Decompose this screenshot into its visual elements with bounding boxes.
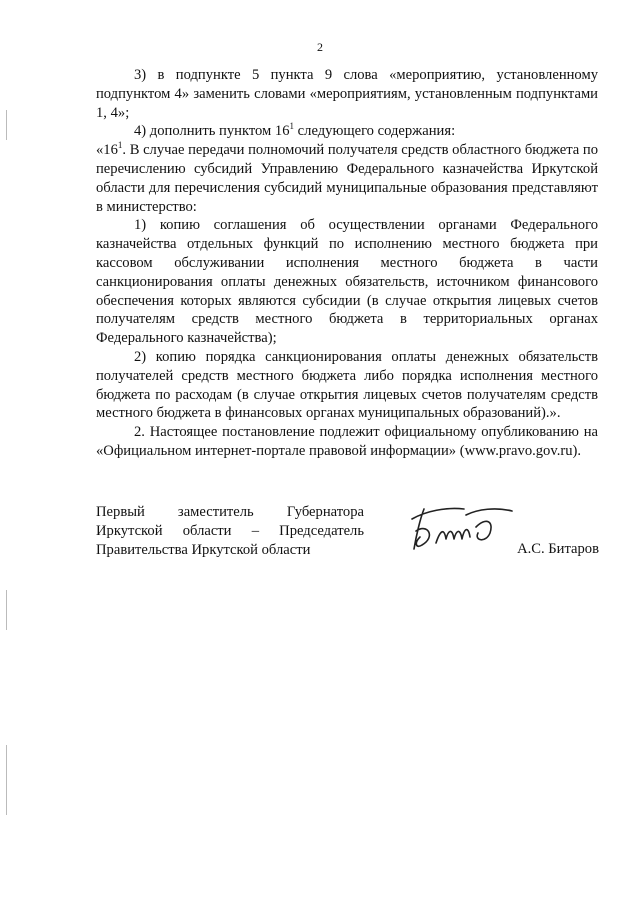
- paragraph-subitem-4: [96, 122, 598, 141]
- signature-block: [96, 503, 599, 563]
- handwritten-signature: [406, 497, 516, 557]
- paragraph-text: «16: [96, 142, 118, 159]
- document-body: [96, 66, 598, 461]
- paragraph-publication: 2. Настоящее постановление подлежит официальному опубликованию на «Официальном интернет-портале правовой информации» (www.pravo.gov.ru).: [96, 424, 598, 459]
- scan-artifact: [6, 110, 7, 140]
- page-number: 2: [317, 40, 323, 54]
- position-line: Правительства Иркутской области: [96, 541, 311, 558]
- list-item-2: 2) копию порядка санкционирования оплаты денежных обязательств получателей средств местного бюджета либо порядка исполнения местного бюджета по расходам (в случае открытия лицевых счетов получателям средств местного бюджета в финансовых органах муниципальных образований).».: [96, 348, 598, 422]
- superscript: 1: [117, 140, 123, 151]
- superscript: 1: [289, 121, 295, 132]
- scan-artifact: [6, 590, 7, 630]
- signatory-name: А.С. Битаров: [517, 541, 599, 557]
- paragraph-point-16-1: [96, 141, 598, 216]
- position-line: Первый заместитель Губернатора: [96, 504, 364, 520]
- paragraph-text: 4) дополнить пунктом 16: [134, 123, 290, 140]
- scan-artifact: [6, 745, 7, 815]
- paragraph-subitem-3: 3) в подпункте 5 пункта 9 слова «мероприятию, установленному подпунктом 4» заменить словами «мероприятиям, установленным подпунктами 1, 4»;: [96, 67, 598, 121]
- signatory-position: [96, 503, 364, 559]
- position-line: Иркутской области – Председатель: [96, 522, 364, 539]
- paragraph-text: . В случае передачи полномочий получателя средств областного бюджета по перечислению субсидий Управлению Федерального казначейства Иркутской области для перечисления субсидий муниципальные образования представляют в министерство:: [96, 142, 598, 215]
- list-item-1: 1) копию соглашения об осуществлении органами Федерального казначейства отдельных функций по исполнению местного бюджета при кассовом обслуживании исполнения местного бюджета в части санкционирования оплаты денежных обязательств, источником финансового обеспечения которых являются субсидии (в случае открытия лицевых счетов получателям средств местного бюджета в территориальных органах Федерального казначейства);: [96, 217, 598, 347]
- paragraph-text: следующего содержания:: [294, 123, 456, 140]
